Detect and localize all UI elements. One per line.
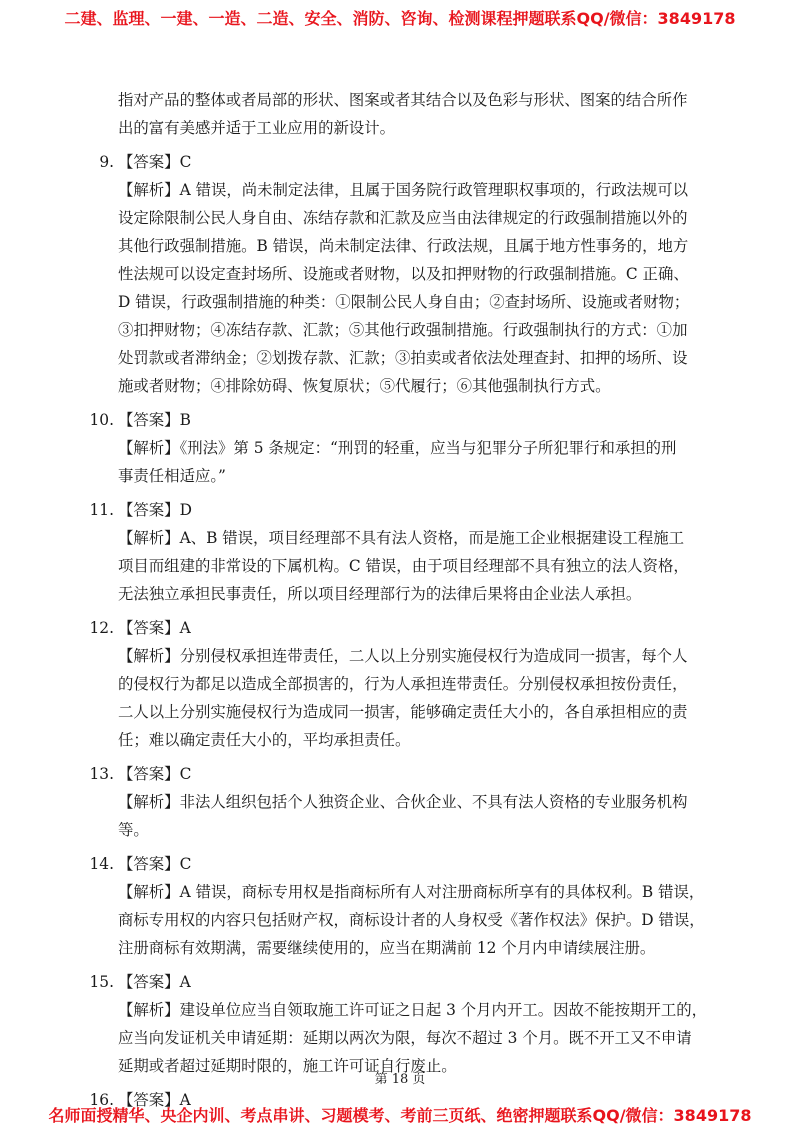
- question-number: 15.: [89, 973, 114, 991]
- answer-label: 【答案】A: [118, 1091, 191, 1109]
- answer-label: 【答案】D: [118, 501, 192, 519]
- explanation-line: 应当向发证机关申请延期：延期以两次为限，每次不超过 3 个月。既不开工又不申请: [118, 1029, 692, 1047]
- answer-heading: [88, 496, 716, 524]
- answer-heading: [88, 148, 716, 176]
- question-number: 10.: [89, 411, 114, 429]
- answer-item: [88, 614, 716, 754]
- explanation-line: 性法规可以设定查封场所、设施或者财物，以及扣押财物的行政强制措施。C 正确、: [118, 265, 689, 283]
- answer-item: [88, 968, 716, 1080]
- explanation-line: ③扣押财物；④冻结存款、汇款；⑤其他行政强制措施。行政强制执行的方式：①加: [118, 321, 688, 339]
- answer-label: 【答案】B: [118, 411, 191, 429]
- explanation-line: 的侵权行为都足以造成全部损害的，行为人承担连带责任。分别侵权承担按份责任，: [118, 675, 688, 693]
- answer-heading: [88, 614, 716, 642]
- question-number: 16.: [89, 1091, 114, 1109]
- explanation-line: 延期或者超过延期时限的，施工许可证自行废止。: [118, 1057, 457, 1075]
- answer-heading: [88, 850, 716, 878]
- document-body: [88, 86, 716, 1120]
- explanation-line: 二人以上分别实施侵权行为造成同一损害，能够确定责任大小的，各自承担相应的责: [118, 703, 688, 721]
- explanation-line: 【解析】《刑法》第 5 条规定：“刑罚的轻重，应当与犯罪分子所犯罪行和承担的刑: [118, 439, 677, 457]
- explanation-line: 无法独立承担民事责任，所以项目经理部行为的法律后果将由企业法人承担。: [118, 585, 642, 603]
- explanation-line: D 错误，行政强制措施的种类：①限制公民人身自由；②查封场所、设施或者财物；: [118, 293, 690, 311]
- explanation-line: 注册商标有效期满，需要继续使用的，应当在期满前 12 个月内申请续展注册。: [118, 939, 656, 957]
- answer-label: 【答案】C: [118, 153, 192, 171]
- text-line: 指对产品的整体或者局部的形状、图案或者其结合以及色彩与形状、图案的结合所作: [118, 91, 688, 109]
- explanation-line: 【解析】非法人组织包括个人独资企业、合伙企业、不具有法人资格的专业服务机构: [118, 793, 688, 811]
- answer-item: [88, 406, 716, 490]
- answer-item: [88, 148, 716, 400]
- answer-label: 【答案】C: [118, 855, 192, 873]
- question-number: 9.: [99, 153, 114, 171]
- explanation-line: 【解析】A 错误，尚未制定法律，且属于国务院行政管理职权事项的，行政法规可以: [118, 181, 689, 199]
- bottom-ad-banner: 名师面授精华、央企内训、考点串讲、习题模考、考前三页纸、绝密押题联系QQ/微信：3849178: [48, 1106, 752, 1125]
- intro-paragraph: [88, 86, 716, 142]
- explanation-line: 设定除限制公民人身自由、冻结存款和汇款及应当由法律规定的行政强制措施以外的: [118, 209, 688, 227]
- answer-label: 【答案】A: [118, 619, 191, 637]
- answer-item: [88, 760, 716, 844]
- text-line: 出的富有美感并适于工业应用的新设计。: [118, 119, 396, 137]
- answer-list: [88, 148, 716, 1114]
- answer-heading: [88, 760, 716, 788]
- explanation-line: 施或者财物；④排除妨碍、恢复原状；⑤代履行；⑥其他强制执行方式。: [118, 377, 611, 395]
- explanation-line: 【解析】A 错误，商标专用权是指商标所有人对注册商标所享有的具体权利。B 错误，: [118, 883, 705, 901]
- answer-item: [88, 850, 716, 962]
- answer-label: 【答案】C: [118, 765, 192, 783]
- explanation-line: 【解析】A、B 错误，项目经理部不具有法人资格，而是施工企业根据建设工程施工: [118, 529, 684, 547]
- answer-heading: [88, 968, 716, 996]
- question-number: 11.: [89, 501, 114, 519]
- explanation-line: 事责任相适应。”: [118, 467, 226, 485]
- explanation-line: 任；难以确定责任大小的，平均承担责任。: [118, 731, 411, 749]
- explanation-line: 等。: [118, 821, 149, 839]
- explanation-line: 项目而组建的非常设的下属机构。C 错误，由于项目经理部不具有独立的法人资格，: [118, 557, 689, 575]
- question-number: 14.: [89, 855, 114, 873]
- explanation-line: 【解析】分别侵权承担连带责任，二人以上分别实施侵权行为造成同一损害，每个人: [118, 647, 688, 665]
- explanation-line: 其他行政强制措施。B 错误，尚未制定法律、行政法规，且属于地方性事务的，地方: [118, 237, 689, 255]
- explanation-line: 【解析】建设单位应当自领取施工许可证之日起 3 个月内开工。因故不能按期开工的，: [118, 1001, 708, 1019]
- answer-label: 【答案】A: [118, 973, 191, 991]
- explanation-line: 商标专用权的内容只包括财产权，商标设计者的人身权受《著作权法》保护。D 错误，: [118, 911, 705, 929]
- answer-item: [88, 496, 716, 608]
- question-number: 12.: [89, 619, 114, 637]
- explanation-line: 处罚款或者滞纳金；②划拨存款、汇款；③拍卖或者依法处理查封、扣押的场所、设: [118, 349, 688, 367]
- page-number: 第 18 页: [374, 1072, 426, 1087]
- question-number: 13.: [89, 765, 114, 783]
- answer-heading: [88, 406, 716, 434]
- top-ad-banner: 二建、监理、一建、一造、二造、安全、消防、咨询、检测课程押题联系QQ/微信：3849178: [64, 9, 736, 28]
